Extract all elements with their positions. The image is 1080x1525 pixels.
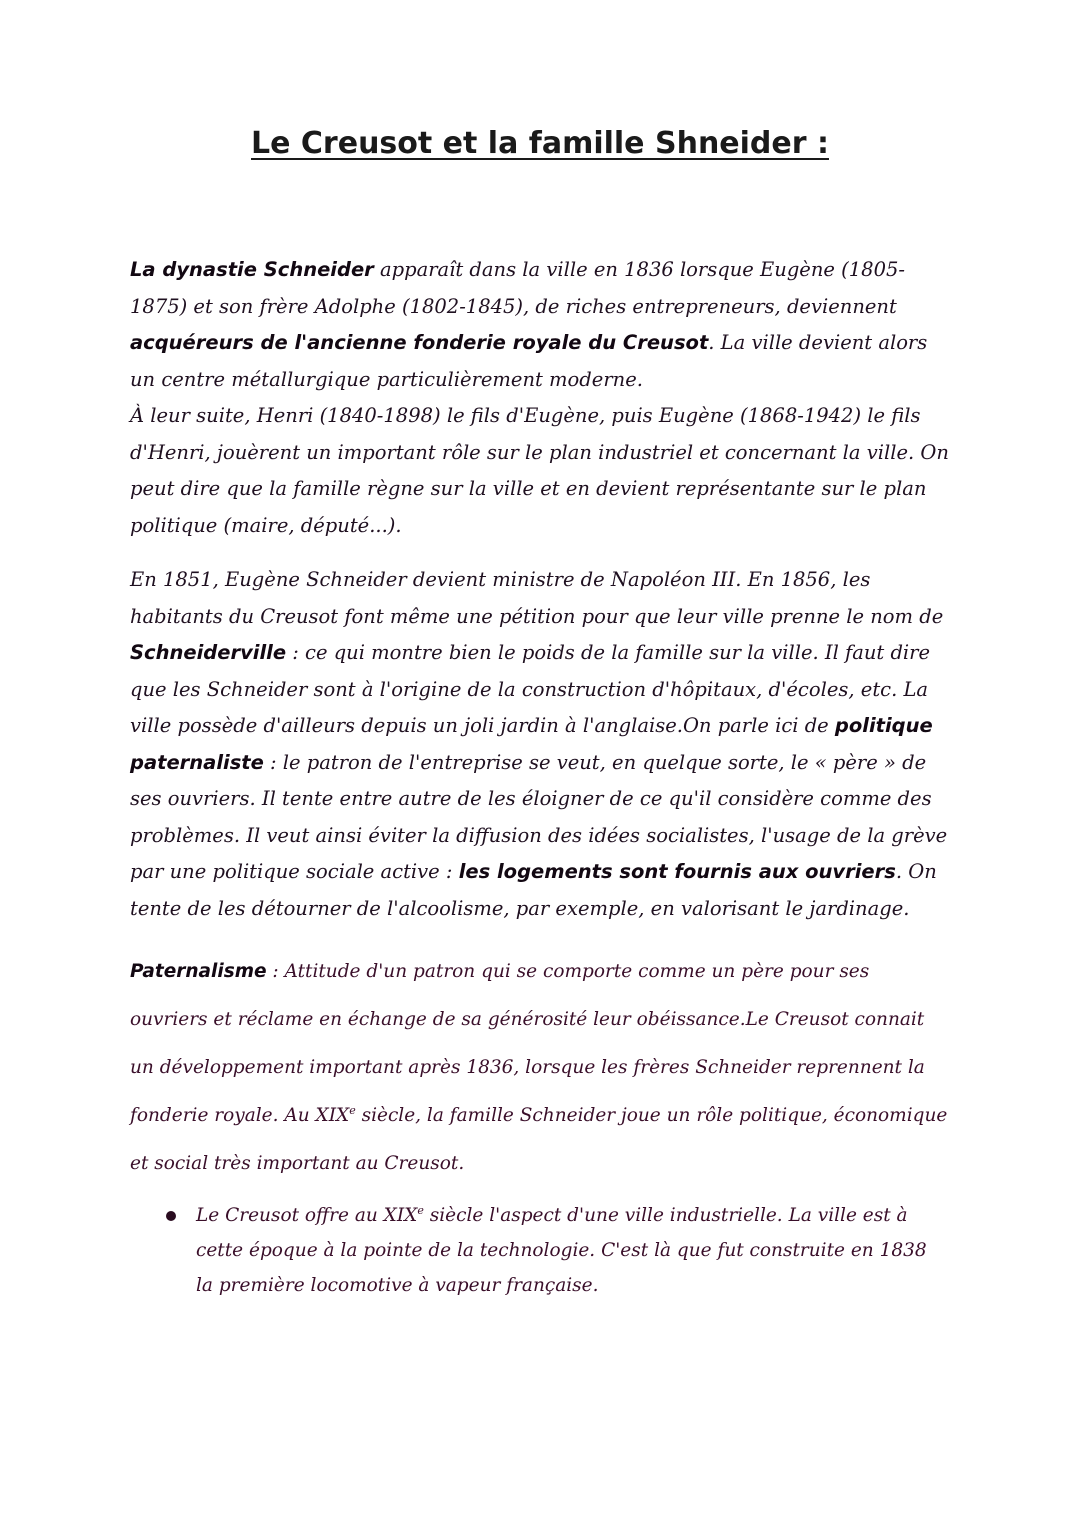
document-title: Le Creusot et la famille Shneider :: [251, 126, 829, 161]
bold-term-logements: les logements sont fournis aux ouvriers: [458, 860, 896, 883]
superscript: e: [417, 1203, 424, 1217]
paragraph-dynastie: [130, 252, 950, 544]
text-span: . La ville devient alors un centre métallurgique particulièrement moderne.: [130, 331, 928, 391]
text-span: Le Creusot offre au XIX: [196, 1205, 418, 1226]
text-span: apparaît dans la ville en 1836 lorsque Eugène (1805-1875) et son frère Adolphe (1802-1845), de riches entrepreneurs, deviennent: [130, 258, 905, 318]
bold-term-schneiderville: Schneiderville: [130, 641, 287, 664]
list-item: [160, 1198, 940, 1303]
paragraph-paternalisme: [130, 948, 950, 1188]
superscript: e: [349, 1103, 356, 1117]
text-span: : Attitude d'un patron qui se comporte comme un père pour ses ouvriers et réclame en échange de sa générosité leur obéissance.Le Creusot connait un développement important après 1836, lorsque les frères Schneider reprennent la fonderie royale. Au XIX: [130, 961, 925, 1126]
text-span: siècle l'aspect d'une ville industrielle. La ville est à cette époque à la pointe de la technologie. C'est là que fut construite en 1838 la première locomotive à vapeur française.: [196, 1205, 927, 1296]
bold-term-dynastie: La dynastie Schneider: [130, 258, 374, 281]
bullet-dot-icon: [166, 1211, 176, 1221]
text-span: siècle, la famille Schneider joue un rôle politique, économique et social très important au Creusot.: [130, 1105, 948, 1174]
paragraph-napoleon: [130, 562, 950, 927]
bullet-list: [160, 1198, 940, 1303]
text-span: . On tente de les détourner de l'alcoolisme, par exemple, en valorisant le jardinage.: [130, 860, 937, 920]
text-span: : ce qui montre bien le poids de la famille sur la ville. Il faut dire que les Schneider sont à l'origine de la construction d'hôpitaux, d'écoles, etc. La ville possède d'ailleurs depuis un joli jardin à l'anglaise.On parle ici de: [130, 641, 931, 737]
bold-term-acquereurs: acquéreurs de l'ancienne fonderie royale du Creusot: [130, 331, 709, 354]
bold-term-politique-paternaliste: politique paternaliste: [130, 714, 933, 774]
text-span: En 1851, Eugène Schneider devient ministre de Napoléon III. En 1856, les habitants du Creusot font même une pétition pour que leur ville prenne le nom de: [130, 568, 944, 628]
bold-term-paternalisme: Paternalisme: [130, 961, 267, 982]
text-span: À leur suite, Henri (1840-1898) le fils d'Eugène, puis Eugène (1868-1942) le fils d'Henri, jouèrent un important rôle sur le plan industriel et concernant la ville. On peut dire que la famille règne sur la ville et en devient représentante sur le plan politique (maire, député...).: [130, 404, 949, 537]
text-span: : le patron de l'entreprise se veut, en quelque sorte, le « père » de ses ouvriers. Il tente entre autre de les éloigner de ce qu'il considère comme des problèmes. Il veut ainsi éviter la diffusion des idées socialistes, l'usage de la grève par une politique sociale active :: [130, 750, 948, 883]
